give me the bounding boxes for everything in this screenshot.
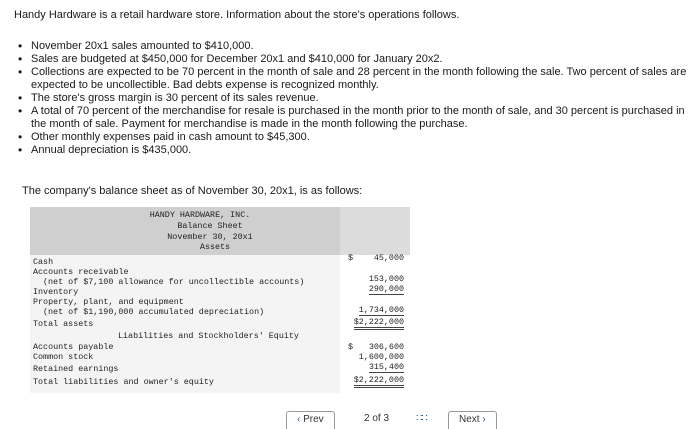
inventory-label: Inventory (33, 287, 79, 297)
list-item: • The store's gross margin is 30 percent of its sales revenue. (14, 92, 690, 105)
cash-dollar: $ (348, 253, 354, 263)
chevron-right-icon: › (482, 414, 486, 425)
list-item: • A total of 70 percent of the merchandise for resale is purchased in the month prior to the month of sale, and 30 percent is purchased in the month of sale. Payment for merchandise is made in the month following the purchase. (14, 105, 690, 131)
liabilities-heading: Liabilities and Stockholders' Equity (118, 331, 299, 341)
pagination (270, 409, 700, 424)
total-le-label: Total liabilities and owner's equity (33, 377, 214, 387)
list-item: • Sales are budgeted at $450,000 for December 20x1 and $410,000 for January 20x2. (14, 53, 690, 66)
total-assets-value: $2,222,000 (354, 317, 404, 330)
cash-value: 45,000 (373, 253, 404, 263)
amount-column-header (340, 207, 410, 255)
ar-label: Accounts receivable (33, 267, 129, 277)
ap-label: Accounts payable (33, 342, 114, 352)
company-name: HANDY HARDWARE, INC. (149, 210, 251, 220)
intro-text: Handy Hardware is a retail hardware store. Information about the store's operations follows. (14, 9, 460, 21)
facts-list (14, 40, 690, 157)
common-stock-label: Common stock (33, 352, 94, 362)
retained-earnings-label: Retained earnings (33, 364, 119, 374)
total-le-value: $2,222,000 (354, 375, 404, 388)
grid-icon[interactable]: ∷∷ (416, 413, 427, 424)
list-item: • Collections are expected to be 70 percent in the month of sale and 28 percent in the month following the sale. Two percent of sales are expected to be uncollectible. Bad debts expense is recognized monthly. (14, 66, 690, 92)
list-item: • Annual depreciation is $435,000. (14, 144, 690, 157)
total-assets-label: Total assets (33, 319, 94, 329)
ap-value: 306,600 (368, 342, 404, 352)
ap-dollar: $ (348, 342, 354, 352)
next-label: Next (459, 414, 480, 425)
assets-heading: Assets (199, 242, 231, 252)
prev-label: Prev (303, 414, 324, 425)
page-indicator: 2 of 3 (364, 413, 390, 424)
sheet-title: Balance Sheet (177, 221, 243, 231)
cash-label: Cash (33, 257, 54, 267)
sheet-date: November 30, 20x1 (167, 232, 253, 242)
list-item: • Other monthly expenses paid in cash amount to $45,300. (14, 131, 690, 144)
ar-value: 153,000 (368, 274, 404, 284)
list-item: • November 20x1 sales amounted to $410,000. (14, 40, 690, 53)
next-button[interactable] (448, 411, 497, 429)
ppe-value: 1,734,000 (358, 305, 404, 315)
ar-note: (net of $7,100 allowance for uncollectible accounts) (43, 277, 305, 287)
balance-sheet (30, 207, 410, 393)
retained-earnings-value: 315,400 (368, 362, 404, 372)
common-stock-value: 1,600,000 (358, 352, 404, 362)
inventory-value: 290,000 (368, 284, 404, 294)
ppe-label: Property, plant, and equipment (33, 297, 184, 307)
balance-sheet-header (30, 207, 410, 255)
chevron-left-icon: ‹ (297, 414, 301, 425)
balance-sheet-intro: The company's balance sheet as of November 30, 20x1, is as follows: (22, 185, 363, 197)
ppe-note: (net of $1,190,000 accumulated depreciation) (43, 307, 265, 317)
prev-button[interactable] (286, 411, 335, 429)
